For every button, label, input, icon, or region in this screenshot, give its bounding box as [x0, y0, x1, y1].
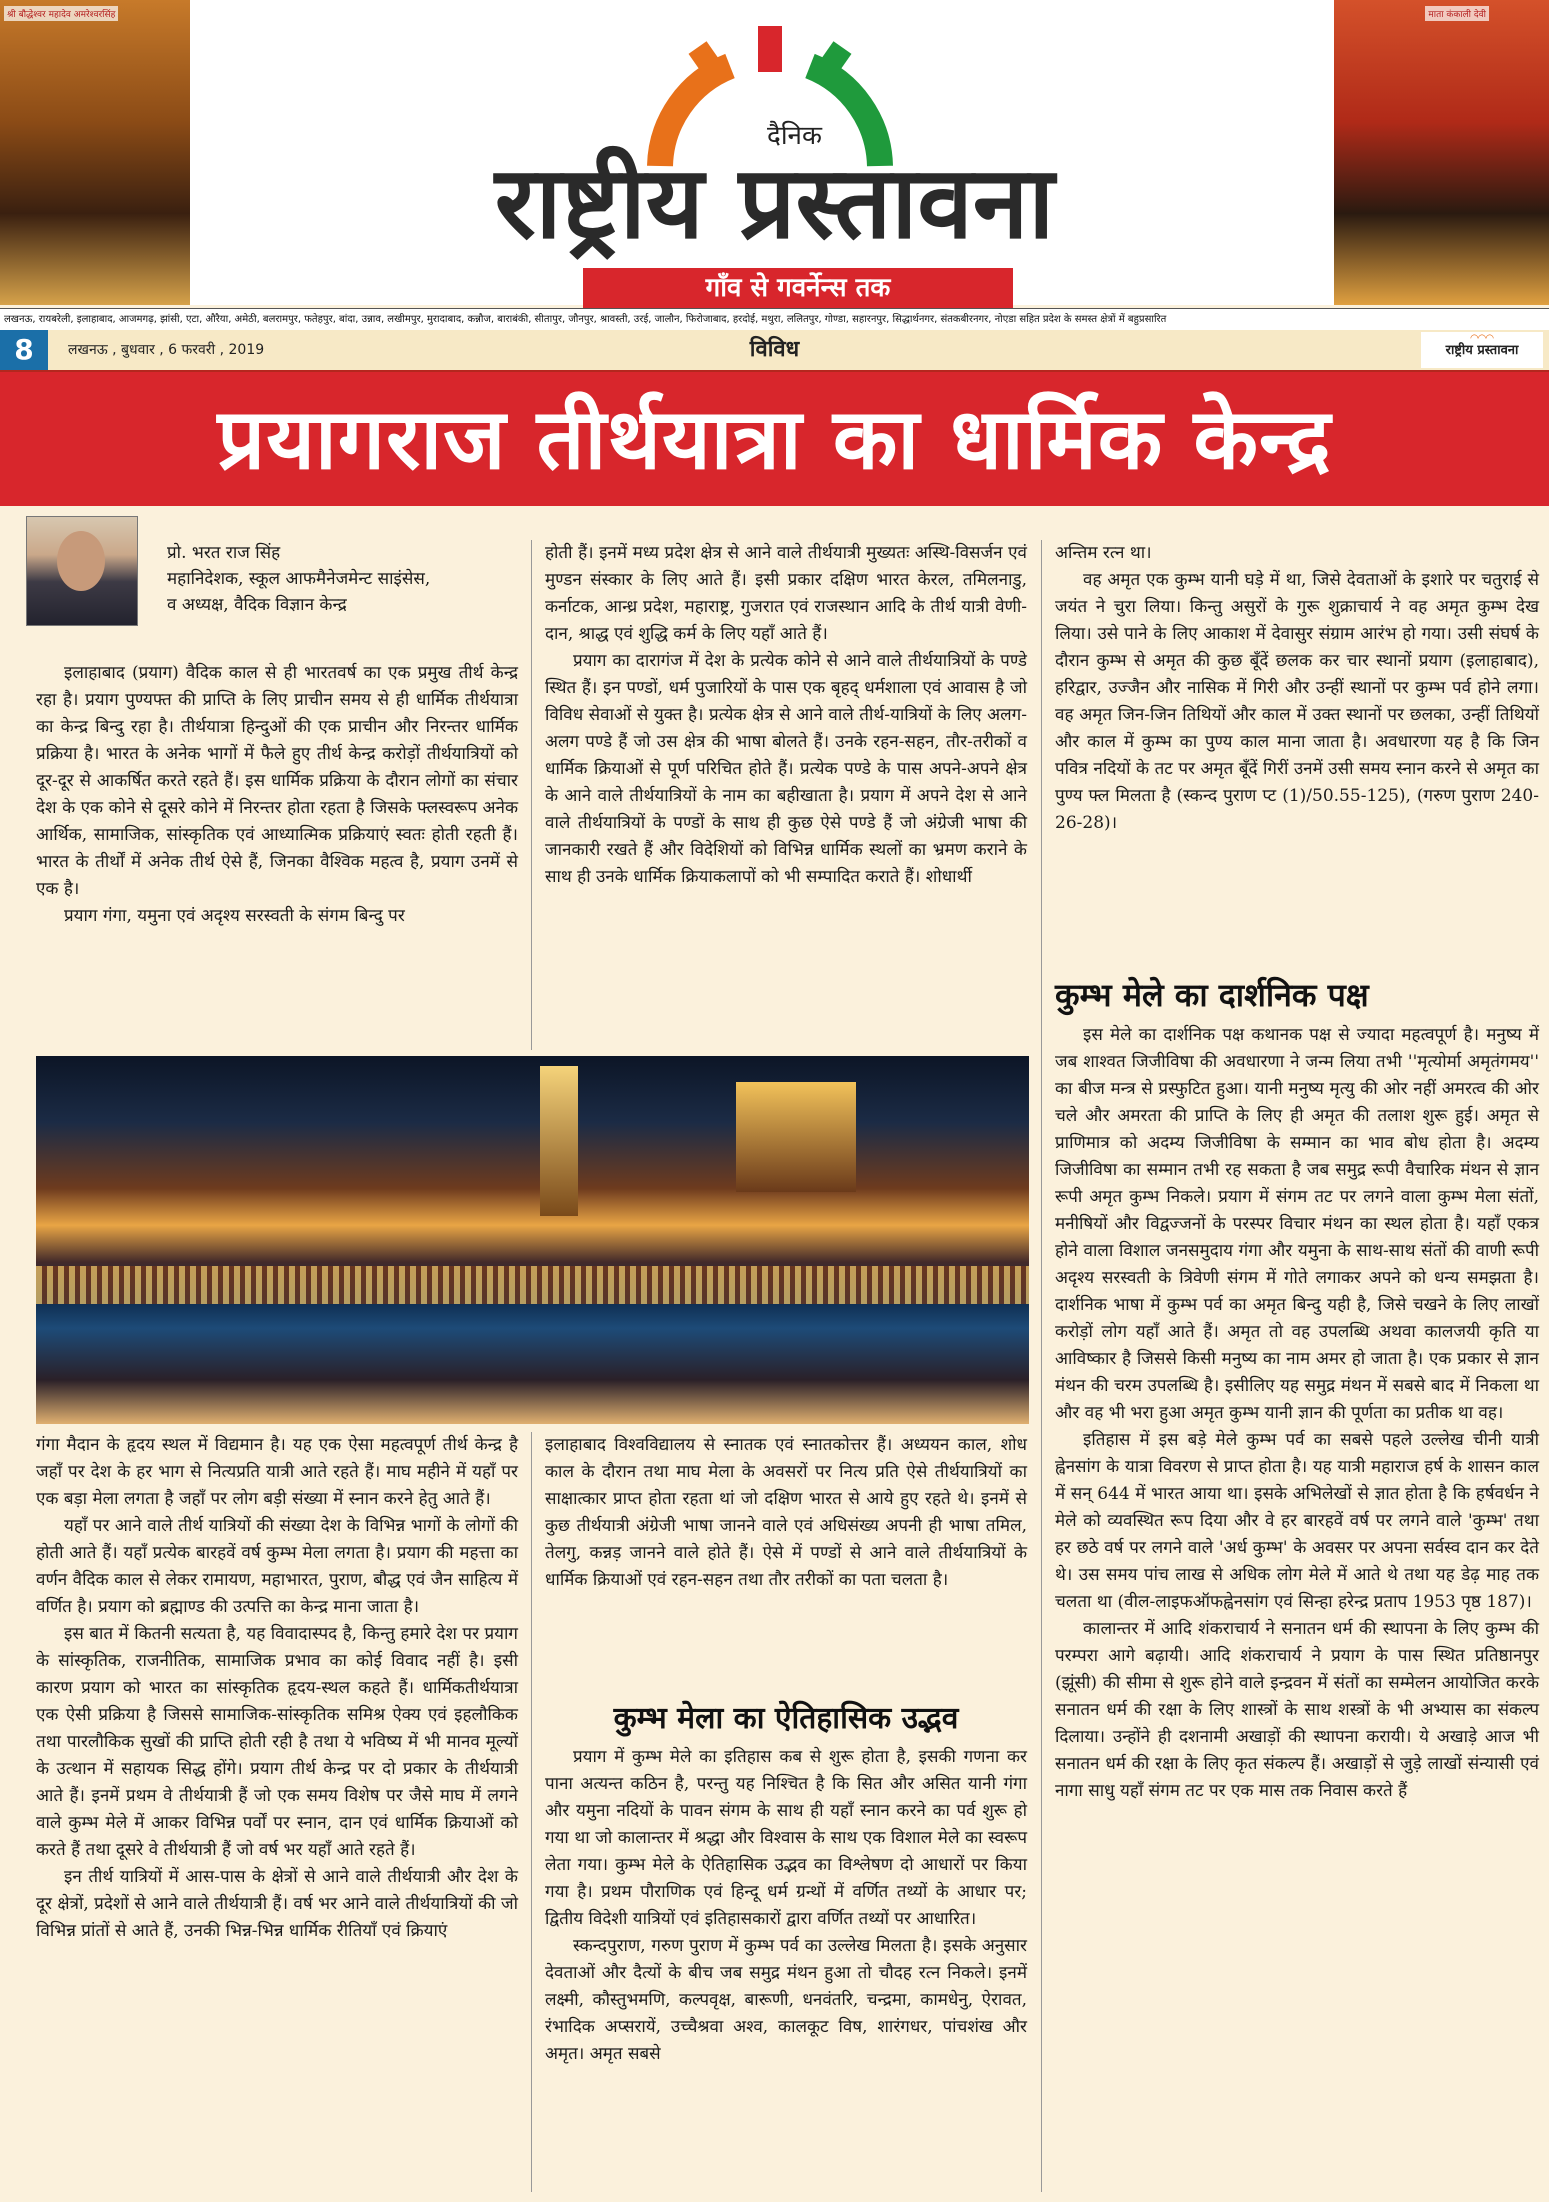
author-name: प्रो. भरत राज सिंह: [167, 543, 281, 563]
tagline: गाँव से गवर्नेन्स तक: [583, 268, 1013, 308]
paragraph: यहाँ पर आने वाले तीर्थ यात्रियों की संख्या देश के विभिन्न भागों के लोगों की होती आते हैं। यहाँ प्रत्येक बारहवें वर्ष कुम्भ मेला लगता है। प्रयाग की महत्ता का वर्णन वैदिक काल से लेकर रामायण, महाभारत, पुराण, बौद्ध एवं जैन साहित्य में वर्णित है। प्रयाग को ब्रह्माण्ड की उत्पत्ति का केन्द्र माना जाता है।: [36, 1516, 518, 1617]
paragraph: वह अमृत एक कुम्भ यानी घड़े में था, जिसे देवताओं के इशारे पर चतुराई से जयंत ने चुरा लिया। किन्तु असुरों के गुरू शुक्राचार्य ने वह अमृत कुम्भ देख लिया। उसे पाने के लिए आकाश में देवासुर संग्राम आरंभ हो गया। उसी संघर्ष के दौरान कुम्भ से अमृत की कुछ बूँदें छलक कर चार स्थानों प्रयाग (इलाहाबाद), हरिद्वार, उज्जैन और नासिक में गिरी और उन्हीं स्थानों पर कुम्भ पर्व होने लगा। वह अमृत जिन-जिन तिथियों और काल में उक्त स्थानों पर छलका, उन्हीं तिथियों और काल में कुम्भ का पुण्य काल माना जाता है। अवधारणा यह है कि जिन पवित्र नदियों के तट पर अमृत बूँदें गिरीं उनमें उसी समय स्नान करने से अमृत का पुण्य फ्ल मिलता है (स्कन्द पुराण प्ट (1)/50.55-125), (गरुण पुराण 240-26-28)।: [1055, 570, 1539, 833]
page-number: 8: [0, 330, 48, 370]
paragraph: स्कन्दपुराण, गरुण पुराण में कुम्भ पर्व का उल्लेख मिलता है। इसके अनुसार देवताओं और दैत्यों के बीच जब समुद्र मंथन हुआ तो चौदह रत्न निकले। इनमें लक्ष्मी, कौस्तुभमणि, कल्पवृक्ष, बारूणी, धनवंतरि, चन्द्रमा, कामधेनु, ऐरावत, रंभादिक अप्सरायें, उच्चैश्रवा अश्व, कालकूट विष, शारंगधर, पांचशंख और अमृत। अमृत सबसे: [545, 1936, 1027, 2064]
paragraph: होती हैं। इनमें मध्य प्रदेश क्षेत्र से आने वाले तीर्थयात्री मुख्यतः अस्थि-विसर्जन एवं मुण्डन संस्कार के लिए आते हैं। इसी प्रकार दक्षिण भारत केरल, तमिलनाडु, कर्नाटक, आन्ध्र प्रदेश, महाराष्ट्र, गुजरात एवं राजस्थान आदि के तीर्थ यात्री वेणी-दान, श्राद्ध एवं शुद्धि कर्म के लिए यहाँ आते हैं।: [545, 543, 1027, 644]
paragraph: अन्तिम रत्न था।: [1055, 543, 1152, 563]
column-3-philosophy: [1055, 1022, 1539, 1805]
paragraph: इलाहाबाद (प्रयाग) वैदिक काल से ही भारतवर्ष का एक प्रमुख तीर्थ केन्द्र रहा है। प्रयाग पुण्यफ्त की प्राप्ति के लिए प्राचीन समय से ही धार्मिक तीर्थयात्रा का केन्द्र बिन्दु रहा है। तीर्थयात्रा हिन्दुओं की एक प्राचीन और निरन्तर धार्मिक प्रक्रिया है। भारत के अनेक भागों में फैले हुए तीर्थ केन्द्र करोड़ों तीर्थयात्रियों को दूर-दूर से आकर्षित करते रहते हैं। इस धार्मिक प्रक्रिया के दौरान लोगों का संचार देश के एक कोने से दूसरे कोने में निरन्तर होता रहता है जिसके फ्लस्वरूप अनेक आर्थिक, सामाजिक, सांस्कृतिक एवं आध्यात्मिक प्रक्रियाएं स्वतः होती रहती हैं। भारत के तीर्थों में अनेक तीर्थ ऐसे हैं, जिनका वैश्विक महत्व है, प्रयाग उनमें से एक है।: [36, 663, 518, 899]
newspaper-title: राष्ट्रीय प्रस्तावना: [494, 144, 1055, 261]
page-header-strip: [0, 330, 1549, 372]
author-role-2: व अध्यक्ष, वैदिक विज्ञान केन्द्र: [167, 595, 347, 615]
masthead: [0, 0, 1549, 305]
mini-logo-text: राष्ट्रीय प्रस्तावना: [1445, 343, 1519, 358]
column-rule: [531, 1432, 532, 2192]
column-3-top: [1055, 540, 1539, 837]
paragraph: प्रयाग गंगा, यमुना एवं अदृश्य सरस्वती के संगम बिन्दु पर: [64, 906, 405, 926]
photo-building: [736, 1082, 856, 1192]
dainik-label: दैनिक: [767, 121, 822, 151]
subheading-philosophy: कुम्भ मेले का दार्शनिक पक्ष: [1055, 976, 1369, 1014]
mini-logo-icon: ◠◠◠: [1470, 333, 1494, 344]
paragraph: इतिहास में इस बड़े मेले कुम्भ पर्व का सबसे पहले उल्लेख चीनी यात्री ह्वेनसांग के यात्रा विवरण से प्राप्त होता है। यह यात्री महाराज हर्ष के शासन काल में सन् 644 में भारत आया था। इसके अभिलेखों से ज्ञात होता है कि हर्षवर्धन ने मेले को व्यवस्थित रूप दिया और वे हर बारहवें वर्ष पर लगने वाले 'कुम्भ' तथा हर छठे वर्ष पर लगने वाले 'अर्ध कुम्भ' के अवसर पर अपना सर्वस्व दान कर देते थे। उस समय पांच लाख से अधिक लोग मेले में आते थे तथा यह डेढ़ माह तक चलता था (वील-लाइफऑफह्वेनसांग एवं सिन्हा हरेन्द्र प्रताप 1953 पृष्ठ 187)।: [1055, 1430, 1539, 1612]
subheading-history: कुम्भ मेला का ऐतिहासिक उद्भव: [613, 1701, 959, 1736]
kumbh-mela-night-photo: [36, 1056, 1029, 1424]
column-1-top: [36, 660, 518, 930]
section-name: विविध: [749, 337, 800, 362]
paragraph: प्रयाग में कुम्भ मेले का इतिहास कब से शुरू होता है, इसकी गणना कर पाना अत्यन्त कठिन है, परन्तु यह निश्चित है कि सित और असित यानी गंगा और यमुना नदियों के पावन संगम के साथ ही यहाँ स्नान करने का पर्व शुरू हो गया था जो कालान्तर में श्रद्धा और विश्वास के साथ एक विशाल मेले का स्वरूप लेता गया। कुम्भ मेले के ऐतिहासिक उद्भव का विश्लेषण दो आधारों पर किया गया है। प्रथम पौराणिक एवं हिन्दू धर्म ग्रन्थों में वर्णित तथ्यों के आधार पर; द्वितीय विदेशी यात्रियों एवं इतिहासकारों द्वारा वर्णित तथ्यों पर आधारित।: [545, 1747, 1027, 1929]
shrine-photo-right: [1334, 0, 1549, 305]
author-photo: [26, 516, 138, 626]
dateline: लखनऊ , बुधवार , 6 फरवरी , 2019: [68, 342, 265, 358]
column-rule: [531, 540, 532, 1050]
shrine-caption-right: माता कंकाली देवी: [1425, 6, 1489, 21]
byline: [167, 540, 527, 618]
paragraph: इस बात में कितनी सत्यता है, यह विवादास्पद है, किन्तु हमारे देश पर प्रयाग के सांस्कृतिक, राजनीतिक, सामाजिक प्रभाव का कोई विवाद नहीं है। इसी कारण प्रयाग को भारत का सांस्कृतिक हृदय-स्थल कहते हैं। धार्मिकतीर्थयात्रा एक ऐसी प्रक्रिया है जिससे सामाजिक-सांस्कृतिक समिश्र ऐक्य एवं इहलौकिक तथा पारलौकिक सुखों की प्राप्ति होती रही है तथा ये भविष्य में भी मानव मूल्यों के उत्थान में सहायक सिद्ध होंगे। प्रयाग तीर्थ केन्द्र पर दो प्रकार के तीर्थयात्री आते हैं। इनमें प्रथम वे तीर्थयात्री हैं जो एक समय विशेष पर जैसे माघ में लगने वाले कुम्भ मेले में आकर विभिन्न पर्वों पर स्नान, दान एवं धार्मिक क्रियाओं को करते हैं तथा दूसरे वे तीर्थयात्री हैं जो वर्ष भर यहाँ आते रहते हैं।: [36, 1624, 518, 1860]
paragraph: इस मेले का दार्शनिक पक्ष कथानक पक्ष से ज्यादा महत्वपूर्ण है। मनुष्य में जब शाश्वत जिजीविषा की अवधारणा ने जन्म लिया तभी ''मृत्योर्मा अमृतंगमय'' का बीज मन्त्र से प्रस्फुटित हुआ। यानी मनुष्य मृत्यु की ओर नहीं अमरत्व की ओर चले और अमरता की प्राप्ति के लिए ही अमृत की तलाश शुरू हुई। अमृत से प्राणिमात्र को अदम्य जिजीविषा के सम्मान का भाव बोध होता है। अदम्य जिजीविषा का सम्मान तभी रह सकता है जब समुद्र रूपी वैचारिक मंथन से ज्ञान रूपी अमृत कुम्भ निकले। प्रयाग में संगम तट पर लगने वाला कुम्भ मेला संतों, मनीषियों और विद्वज्जनों के परस्पर विचार मंथन का स्थल होता है। यहाँ एकत्र होने वाला विशाल जनसमुदाय गंगा और यमुना के साथ-साथ संतों की वाणी रूपी अदृश्य सरस्वती के त्रिवेणी संगम में गोते लगाकर अपने को धन्य समझता है। दार्शनिक भाषा में कुम्भ पर्व का अमृत बिन्दु यही है, जिसे चखने के लिए लाखों करोड़ों लोग यहाँ आते हैं। अमृत तो वह उपलब्धि अथवा कालजयी कृति या आविष्कार है जिससे किसी मनुष्य का नाम अमर हो जाता है। एक प्रकार से ज्ञान मंथन की चरम उपलब्धि है। इसीलिए यह समुद्र मंथन में सबसे बाद में निकला था और वह भी भरा हुआ अमृत कुम्भ यानी ज्ञान की पूर्णता का प्रतीक था वह।: [1055, 1025, 1539, 1423]
edition-cities: लखनऊ, रायबरेली, इलाहाबाद, आजमगढ़, झांसी, एटा, औरैया, अमेठी, बलरामपुर, फतेहपुर, बांदा, उन्नाव, लखीमपुर, मुरादाबाद, कन्नौज, बाराबंकी, सीतापुर, जौनपुर, श्रावस्ती, उरई, जालौन, फिरोजाबाद, हरदोई, मथुरा, ललितपुर, गोण्डा, सहारनपुर, सिद्धार्थनगर, संतकबीरनगर, नोएडा सहित प्रदेश के समस्त क्षेत्रों में बहुप्रसारित: [0, 308, 1549, 330]
paragraph: इलाहाबाद विश्वविद्यालय से स्नातक एवं स्नातकोत्तर हैं। अध्ययन काल, शोध काल के दौरान तथा माघ मेला के अवसरों पर नित्य प्रति ऐसे तीर्थयात्रियों का साक्षात्कार प्राप्त होता रहता थां जो दक्षिण भारत से आये हुए रहते थे। इनमें से कुछ तीर्थयात्री अंग्रेजी भाषा जानने वाले एवं अधिसंख्य अपनी ही भाषा तमिल, तेलगु, कन्नड़ जानने वाले होते हैं। ऐसे में पण्डों से आने वाले तीर्थयात्रियों के धार्मिक क्रियाओं एवं रहन-सहन तथा तौर तरीकों का पता चलता है।: [545, 1435, 1027, 1590]
headline: प्रयागराज तीर्थयात्रा का धार्मिक केन्द्र: [217, 390, 1332, 488]
column-2-bottom: [545, 1432, 1027, 1594]
column-rule: [1041, 540, 1042, 2192]
paragraph: कालान्तर में आदि शंकराचार्य ने सनातन धर्म की स्थापना के लिए कुम्भ की परम्परा आगे बढ़ायी। आदि शंकराचार्य ने प्रयाग के पास स्थित प्रतिष्ठानपुर (झूंसी) की सीमा से शुरू होने वाले इन्द्रवन में संतों का सम्मेलन आयोजित करके सनातन धर्म की रक्षा के लिए शास्त्रों के साथ शस्त्रों के भी अभ्यास का संकल्प दिलाया। उन्होंने ही दशनामी अखाड़ों की स्थापना करायी। ये अखाड़े आज भी सनातन धर्म की रक्षा के लिए कृत संकल्प हैं। अखाड़ों से जुड़े लाखों संन्यासी एवं नागा साधु यहाँ संगम तट पर एक मास तक निवास करते हैं: [1055, 1619, 1539, 1801]
photo-lit-ghat: [36, 1266, 1029, 1304]
paragraph: प्रयाग का दारागंज में देश के प्रत्येक कोने से आने वाले तीर्थयात्रियों के पण्डे स्थित हैं। इन पण्डों, धर्म पुजारियों के पास एक बृहद् धर्मशाला एवं आवास है जो विविध सेवाओं से युक्त है। प्रत्येक क्षेत्र से आने वाले तीर्थ-यात्रियों के लिए अलग-अलग पण्डे हैं जो उस क्षेत्र की भाषा बोलते हैं। उनके रहन-सहन, तौर-तरीकों व धार्मिक क्रियाओं से पूर्ण परिचित होते हैं। प्रत्येक पण्डे के पास अपने-अपने क्षेत्र के आने वाले तीर्थयात्रियों के नाम का बहीखाता है। प्रयाग में अपने देश से आने वाले तीर्थयात्रियों के पण्डों के साथ ही कुछ ऐसे पण्डे हैं जो अंग्रेजी भाषा की जानकारी रखते हैं और विदेशियों को विभिन्न धार्मिक स्थलों का भ्रमण कराने के साथ ही उनके धार्मिक क्रियाकलापों को भी सम्पादित कराते हैं। शोधार्थी: [545, 651, 1027, 887]
column-1-bottom: [36, 1432, 518, 1945]
author-role-1: महानिदेशक, स्कूल आफमैनेजमेन्ट साइंसेस,: [167, 569, 431, 589]
photo-tower: [540, 1066, 578, 1216]
author-face: [57, 531, 105, 591]
shrine-caption-left: श्री बौद्धेश्वर महादेव अमरेश्वरसिंह: [4, 6, 118, 21]
headline-banner: [0, 372, 1549, 506]
paragraph: गंगा मैदान के हृदय स्थल में विद्यमान है। यह एक ऐसा महत्वपूर्ण तीर्थ केन्द्र है जहाँ पर देश के हर भाग से नित्यप्रति यात्री आते रहते हैं। माघ महीने में यहाँ पर एक बड़ा मेला लगता है जहाँ पर लोग बड़ी संख्या में स्नान करने हेतु आते हैं।: [36, 1435, 518, 1509]
mini-logo: [1421, 332, 1543, 368]
column-2-top: [545, 540, 1027, 891]
paragraph: इन तीर्थ यात्रियों में आस-पास के क्षेत्रों से आने वाले तीर्थयात्री और देश के दूर क्षेत्रों, प्रदेशों से आने वाले तीर्थयात्री हैं। वर्ष भर आने वाले तीर्थयात्रियों की जो विभिन्न प्रांतों से आते हैं, उनकी भिन्न-भिन्न धार्मिक रीतियाँ एवं क्रियाएं: [36, 1867, 518, 1941]
column-2-history: [545, 1744, 1027, 2068]
